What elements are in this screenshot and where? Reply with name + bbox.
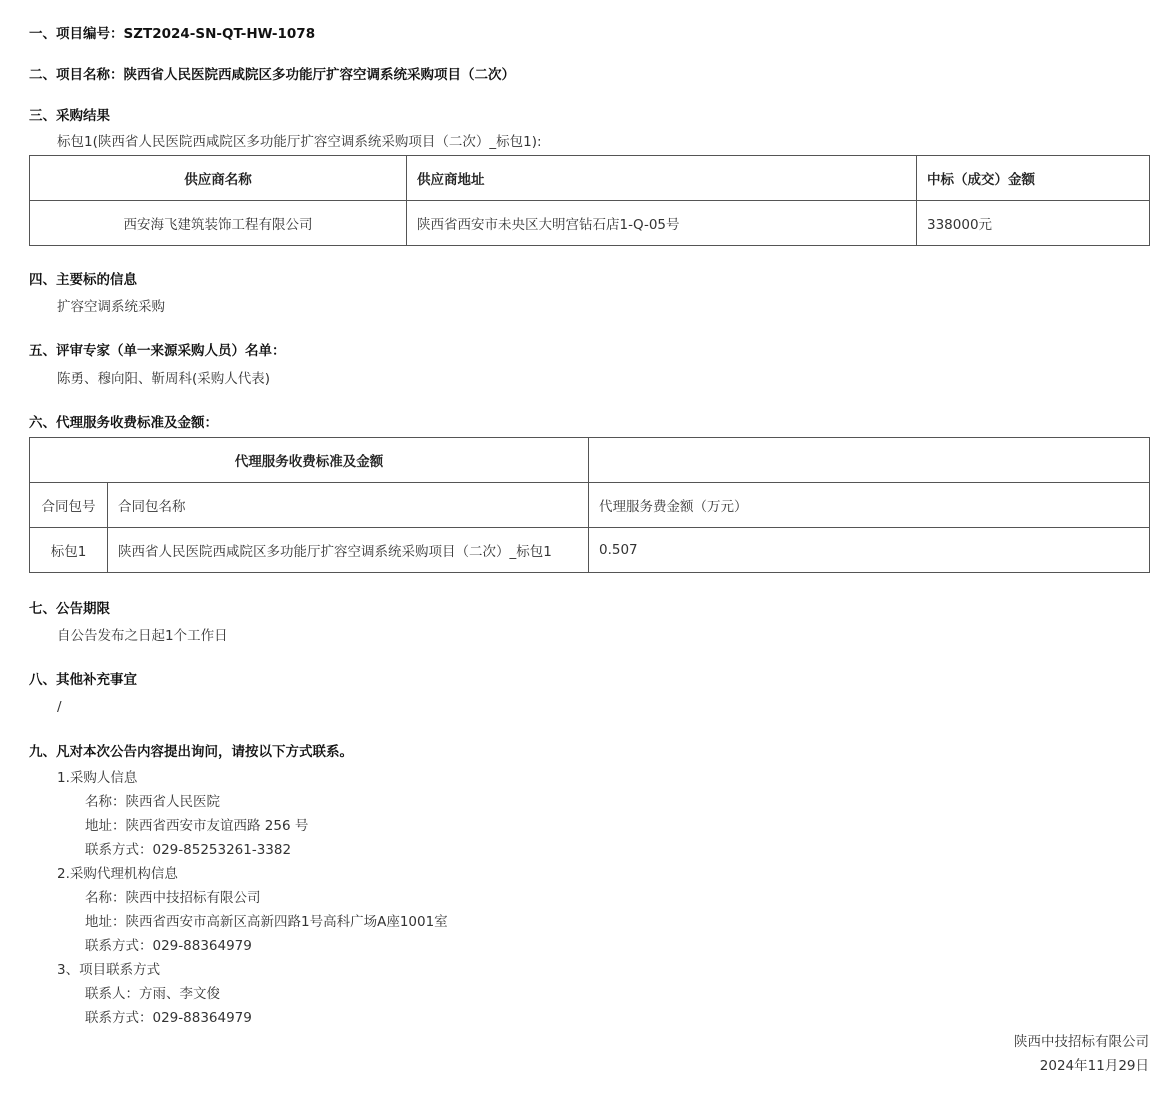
column-header-lot-name: 合同包名称 (108, 483, 589, 528)
agency-contact: 联系方式：029-88364979 (85, 938, 252, 954)
main-subject-heading: 四、主要标的信息 (29, 272, 137, 288)
supplier-address-cell: 陕西省西安市未央区大明宫钻石店1-Q-05号 (407, 201, 917, 246)
notice-period-heading: 七、公告期限 (29, 601, 110, 617)
project-name-heading (29, 65, 515, 85)
result-table (29, 155, 1150, 246)
table-header-row (30, 156, 1150, 201)
project-contact-phone: 联系方式：029-88364979 (85, 1010, 252, 1026)
project-number-value: SZT2024-SN-QT-HW-1078 (123, 26, 316, 42)
project-name-label: 二、项目名称： (29, 67, 124, 83)
project-number-heading (29, 24, 315, 44)
notice-period-text: 自公告发布之日起1个工作日 (57, 628, 228, 644)
agency-info-title: 2.采购代理机构信息 (57, 866, 178, 882)
supplier-name-cell: 西安海飞建筑装饰工程有限公司 (30, 201, 407, 246)
table-header-row (30, 483, 1150, 528)
buyer-info-title: 1.采购人信息 (57, 770, 138, 786)
agency-name: 名称：陕西中技招标有限公司 (85, 890, 261, 906)
fee-table-top-header: 代理服务收费标准及金额 (30, 438, 589, 483)
table-row (30, 201, 1150, 246)
lot-number-cell: 标包1 (30, 528, 108, 573)
lot-caption: 标包1(陕西省人民医院西咸院区多功能厅扩容空调系统采购项目（二次）_标包1): (57, 134, 542, 150)
other-matters-heading: 八、其他补充事宜 (29, 672, 137, 688)
signature-company: 陕西中技招标有限公司 (1014, 1034, 1149, 1050)
agency-fee-table (29, 437, 1150, 573)
fee-amount-cell: 0.507 (589, 528, 1150, 573)
column-header-fee-amount: 代理服务费金额（万元） (589, 483, 1150, 528)
buyer-name: 名称：陕西省人民医院 (85, 794, 220, 810)
other-matters-text: / (57, 699, 62, 715)
fee-table-top-header-right (589, 438, 1150, 483)
agency-fee-heading: 六、代理服务收费标准及金额： (29, 415, 218, 431)
signature-date: 2024年11月29日 (1039, 1058, 1149, 1074)
table-header-row (30, 438, 1150, 483)
experts-text: 陈勇、穆向阳、靳周科(采购人代表) (57, 371, 271, 387)
agency-address: 地址：陕西省西安市高新区高新四路1号高科广场A座1001室 (85, 914, 448, 930)
procurement-result-heading: 三、采购结果 (29, 108, 110, 124)
column-header-supplier-address: 供应商地址 (407, 156, 917, 201)
column-header-supplier-name: 供应商名称 (30, 156, 407, 201)
award-amount-cell: 338000元 (917, 201, 1150, 246)
project-name-value: 陕西省人民医院西咸院区多功能厅扩容空调系统采购项目（二次） (123, 67, 515, 83)
contact-heading: 九、凡对本次公告内容提出询问，请按以下方式联系。 (29, 744, 353, 760)
buyer-address: 地址：陕西省西安市友谊西路 256 号 (85, 818, 309, 834)
lot-name-cell: 陕西省人民医院西咸院区多功能厅扩容空调系统采购项目（二次）_标包1 (108, 528, 589, 573)
project-number-label: 一、项目编号： (29, 26, 124, 42)
column-header-award-amount: 中标（成交）金额 (917, 156, 1150, 201)
buyer-contact: 联系方式：029-85253261-3382 (85, 842, 292, 858)
column-header-lot-number: 合同包号 (30, 483, 108, 528)
experts-heading: 五、评审专家（单一来源采购人员）名单： (29, 343, 286, 359)
main-subject-text: 扩容空调系统采购 (57, 299, 165, 315)
project-contact-person: 联系人：方雨、李文俊 (85, 986, 220, 1002)
project-contact-title: 3、项目联系方式 (57, 962, 161, 978)
table-row (30, 528, 1150, 573)
